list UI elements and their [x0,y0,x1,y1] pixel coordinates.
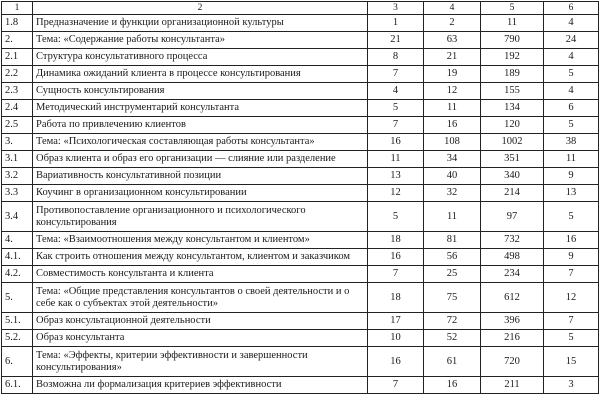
value-col-5: 396 [481,313,544,330]
table-row [2,100,599,117]
value-col-4: 61 [424,347,481,377]
value-col-4: 11 [424,202,481,232]
value-col-3: 1 [368,15,424,32]
table-row [2,283,599,313]
column-header: 4 [424,2,481,15]
value-col-6: 24 [544,32,599,49]
row-number: 4.1. [2,249,33,266]
value-col-3: 4 [368,83,424,100]
table-row [2,202,599,232]
value-col-5: 216 [481,330,544,347]
table-row [2,266,599,283]
row-title: Сущность консультирования [33,83,368,100]
row-title: Противопоставление организационного и психологического консультирования [33,202,368,232]
table-row [2,168,599,185]
value-col-3: 17 [368,313,424,330]
value-col-6: 7 [544,313,599,330]
value-col-4: 16 [424,377,481,394]
value-col-3: 16 [368,249,424,266]
row-title: Вариативность консультативной позиции [33,168,368,185]
value-col-3: 13 [368,168,424,185]
value-col-6: 3 [544,377,599,394]
value-col-6: 15 [544,347,599,377]
value-col-3: 5 [368,202,424,232]
value-col-6: 12 [544,283,599,313]
value-col-3: 7 [368,117,424,134]
value-col-5: 97 [481,202,544,232]
table-row [2,134,599,151]
value-col-5: 498 [481,249,544,266]
row-title: Тема: «Психологическая составляющая работы консультанта» [33,134,368,151]
row-title: Тема: «Содержание работы консультанта» [33,32,368,49]
value-col-3: 10 [368,330,424,347]
value-col-4: 12 [424,83,481,100]
row-title: Тема: «Эффекты, критерии эффективности и завершенности консультирования» [33,347,368,377]
value-col-6: 5 [544,117,599,134]
value-col-4: 16 [424,117,481,134]
table-row [2,117,599,134]
table-row [2,185,599,202]
value-col-6: 9 [544,249,599,266]
value-col-3: 7 [368,266,424,283]
column-header: 2 [33,2,368,15]
row-title: Тема: «Взаимоотношения между консультантом и клиентом» [33,232,368,249]
table-row [2,232,599,249]
value-col-6: 13 [544,185,599,202]
value-col-6: 9 [544,168,599,185]
value-col-4: 72 [424,313,481,330]
value-col-4: 19 [424,66,481,83]
value-col-3: 7 [368,66,424,83]
row-number: 3. [2,134,33,151]
row-number: 3.1 [2,151,33,168]
value-col-3: 7 [368,377,424,394]
row-number: 2. [2,32,33,49]
value-col-5: 120 [481,117,544,134]
table-row [2,313,599,330]
value-col-5: 189 [481,66,544,83]
row-number: 5. [2,283,33,313]
value-col-6: 7 [544,266,599,283]
value-col-4: 81 [424,232,481,249]
row-number: 2.2 [2,66,33,83]
value-col-6: 38 [544,134,599,151]
value-col-3: 21 [368,32,424,49]
data-table [1,1,599,394]
row-title: Динамика ожиданий клиента в процессе консультирования [33,66,368,83]
row-title: Методический инструментарий консультанта [33,100,368,117]
header-row [2,2,599,15]
value-col-3: 11 [368,151,424,168]
value-col-5: 234 [481,266,544,283]
row-title: Работа по привлечению клиентов [33,117,368,134]
value-col-6: 5 [544,330,599,347]
row-title: Образ клиента и образ его организации — слияние или разделение [33,151,368,168]
value-col-5: 155 [481,83,544,100]
value-col-5: 134 [481,100,544,117]
row-title: Образ консультанта [33,330,368,347]
table-row [2,249,599,266]
value-col-5: 214 [481,185,544,202]
value-col-6: 5 [544,202,599,232]
column-header: 5 [481,2,544,15]
row-number: 2.4 [2,100,33,117]
row-number: 5.1. [2,313,33,330]
table-row [2,32,599,49]
value-col-6: 5 [544,66,599,83]
table-row [2,330,599,347]
table-row [2,15,599,32]
table-row [2,49,599,66]
row-title: Структура консультативного процесса [33,49,368,66]
value-col-6: 11 [544,151,599,168]
row-number: 2.3 [2,83,33,100]
value-col-4: 52 [424,330,481,347]
value-col-5: 732 [481,232,544,249]
column-header: 1 [2,2,33,15]
row-title: Возможна ли формализация критериев эффективности [33,377,368,394]
table-row [2,83,599,100]
column-header: 6 [544,2,599,15]
row-number: 4.2. [2,266,33,283]
value-col-6: 6 [544,100,599,117]
value-col-3: 16 [368,347,424,377]
value-col-4: 75 [424,283,481,313]
row-title: Коучинг в организационном консультировании [33,185,368,202]
value-col-3: 5 [368,100,424,117]
row-number: 5.2. [2,330,33,347]
value-col-6: 4 [544,49,599,66]
value-col-5: 720 [481,347,544,377]
value-col-4: 21 [424,49,481,66]
value-col-4: 25 [424,266,481,283]
row-number: 3.3 [2,185,33,202]
value-col-3: 18 [368,283,424,313]
value-col-5: 612 [481,283,544,313]
value-col-5: 11 [481,15,544,32]
value-col-4: 63 [424,32,481,49]
value-col-5: 790 [481,32,544,49]
value-col-4: 40 [424,168,481,185]
row-number: 4. [2,232,33,249]
value-col-3: 8 [368,49,424,66]
value-col-4: 56 [424,249,481,266]
value-col-3: 12 [368,185,424,202]
value-col-6: 4 [544,15,599,32]
row-number: 1.8 [2,15,33,32]
row-title: Тема: «Общие представления консультантов о своей деятельности и о себе как о субъектах этой деятельности» [33,283,368,313]
row-title: Предназначение и функции организационной культуры [33,15,368,32]
value-col-4: 2 [424,15,481,32]
table-row [2,151,599,168]
value-col-4: 34 [424,151,481,168]
value-col-5: 192 [481,49,544,66]
value-col-4: 108 [424,134,481,151]
table-row [2,66,599,83]
row-title: Образ консультационной деятельности [33,313,368,330]
value-col-6: 4 [544,83,599,100]
row-number: 6.1. [2,377,33,394]
row-number: 6. [2,347,33,377]
table-row [2,377,599,394]
row-number: 3.4 [2,202,33,232]
row-title: Как строить отношения между консультантом, клиентом и заказчиком [33,249,368,266]
table-row [2,347,599,377]
value-col-5: 351 [481,151,544,168]
value-col-4: 11 [424,100,481,117]
row-number: 2.5 [2,117,33,134]
column-header: 3 [368,2,424,15]
row-number: 3.2 [2,168,33,185]
value-col-5: 340 [481,168,544,185]
value-col-3: 16 [368,134,424,151]
row-title: Совместимость консультанта и клиента [33,266,368,283]
value-col-4: 32 [424,185,481,202]
value-col-6: 16 [544,232,599,249]
value-col-5: 1002 [481,134,544,151]
table-body [2,2,599,394]
value-col-5: 211 [481,377,544,394]
value-col-3: 18 [368,232,424,249]
row-number: 2.1 [2,49,33,66]
